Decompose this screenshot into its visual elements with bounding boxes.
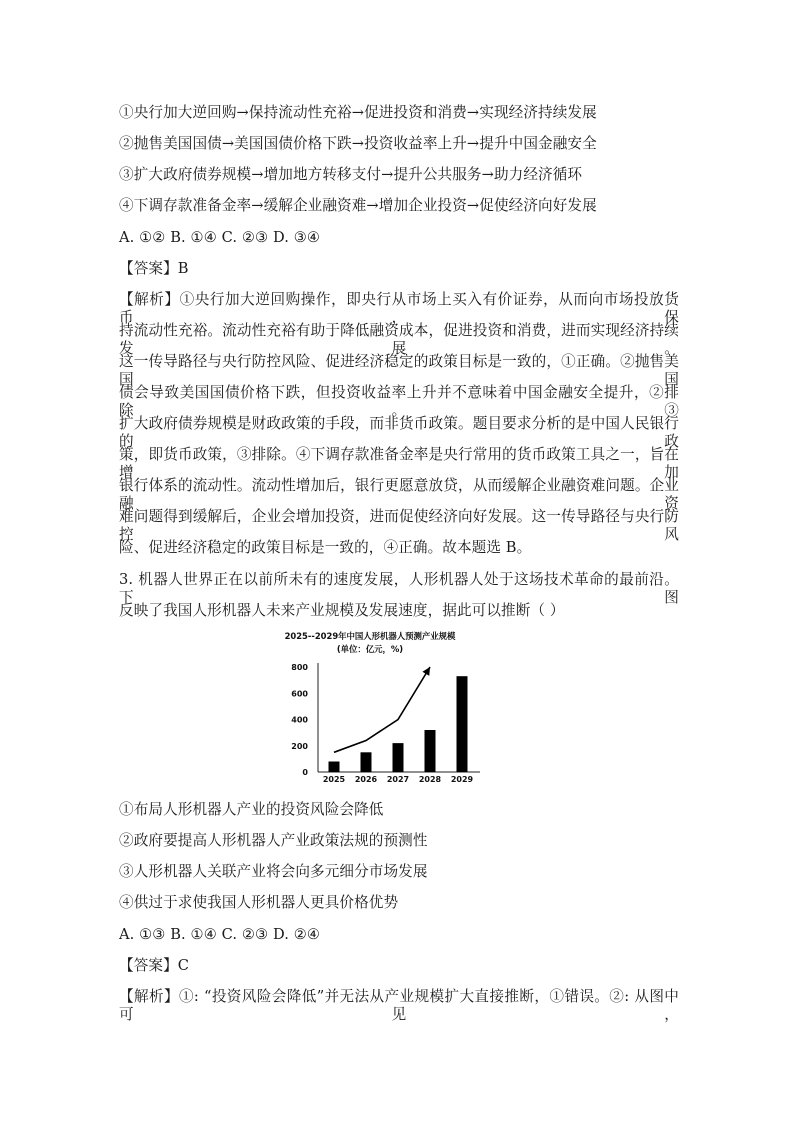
trend-line <box>334 667 430 752</box>
chart-subtitle: (单位：亿元，%) <box>336 644 404 654</box>
q2-analysis-line: 【解析】①央行加大逆回购操作，即央行从市场上买入有价证券，从而向市场投放货币，保 <box>119 291 679 326</box>
q3-option-2: ②政府要提高人形机器人产业政策法规的预测性 <box>119 832 428 849</box>
q2-choices: A. ①② B. ①④ C. ②③ D. ③④ <box>119 229 321 246</box>
bar <box>329 762 340 773</box>
q2-analysis-line: 银行体系的流动性。流动性增加后，银行更愿意放贷，从而缓解企业融资难问题。企业融资 <box>119 477 679 512</box>
q3-analysis-line: 【解析】①: “投资风险会降低”并无法从产业规模扩大直接推断，①错误。②: 从图中可见， <box>119 988 679 1023</box>
q2-option-4: ④下调存款准备金率→缓解企业融资难→增加企业投资→促使经济向好发展 <box>119 197 597 214</box>
y-tick-label: 0 <box>302 768 308 777</box>
q3-choices: A. ①③ B. ①④ C. ②③ D. ②④ <box>119 926 321 943</box>
q2-analysis-line: 策，即货币政策，③排除。④下调存款准备金率是央行常用的货币政策工具之一，旨在增加 <box>119 446 679 481</box>
q3-answer: 【答案】C <box>119 957 190 974</box>
q2-option-1: ①央行加大逆回购→保持流动性充裕→促进投资和消费→实现经济持续发展 <box>119 104 597 121</box>
q2-option-3: ③扩大政府债券规模→增加地方转移支付→提升公共服务→助力经济循环 <box>119 166 583 183</box>
q3-option-1: ①布局人形机器人产业的投资风险会降低 <box>119 801 384 818</box>
bar <box>457 676 468 772</box>
bar <box>393 743 404 772</box>
x-tick-label: 2025 <box>322 775 346 784</box>
q2-analysis-line: 险、促进经济稳定的政策目标是一致的，④正确。故本题选 B。 <box>119 539 532 556</box>
bar <box>361 752 372 772</box>
q3-stem-line: 3. 机器人世界正在以前所未有的速度发展，人形机器人处于这场技术革命的最前沿。下图 <box>119 571 679 606</box>
q2-analysis-line: 这一传导路径与央行防控风险、促进经济稳定的政策目标是一致的，①正确。②抛售美国国 <box>119 353 679 388</box>
bar-chart <box>280 628 510 788</box>
x-tick-label: 2027 <box>386 775 410 784</box>
y-tick-label: 400 <box>291 715 308 725</box>
q2-analysis-line: 难问题得到缓解后，企业会增加投资，进而促使经济向好发展。这一传导路径与央行防控风 <box>119 508 679 543</box>
y-tick-label: 800 <box>291 663 308 672</box>
q2-analysis-line: 持流动性充裕。流动性充裕有助于降低融资成本，促进投资和消费，进而实现经济持续发展。 <box>119 322 679 357</box>
bar <box>425 730 436 772</box>
y-tick-label: 600 <box>291 689 308 699</box>
q3-stem-line: 反映了我国人形机器人未来产业规模及发展速度，据此可以推断（ ） <box>119 602 565 619</box>
x-tick-label: 2028 <box>418 775 442 784</box>
q2-option-2: ②抛售美国国债→美国国债价格下跌→投资收益率上升→提升中国金融安全 <box>119 135 597 152</box>
q3-option-3: ③人形机器人关联产业将会向多元细分市场发展 <box>119 863 428 880</box>
q2-analysis-line: 扩大政府债券规模是财政政策的手段，而非货币政策。题目要求分析的是中国人民银行的政 <box>119 415 679 450</box>
q3-option-4: ④供过于求使我国人形机器人更具价格优势 <box>119 894 399 911</box>
q2-analysis-line: 债会导致美国国债价格下跌，但投资收益率上升并不意味着中国金融安全提升，②排除。③ <box>119 384 679 419</box>
chart-title: 2025--2029年中国人形机器人预测产业规模 <box>284 631 456 641</box>
x-tick-label: 2026 <box>354 775 378 784</box>
chart-figure <box>280 628 510 788</box>
q2-answer: 【答案】B <box>119 260 189 277</box>
y-tick-label: 200 <box>291 741 308 751</box>
x-tick-label: 2029 <box>450 775 474 784</box>
